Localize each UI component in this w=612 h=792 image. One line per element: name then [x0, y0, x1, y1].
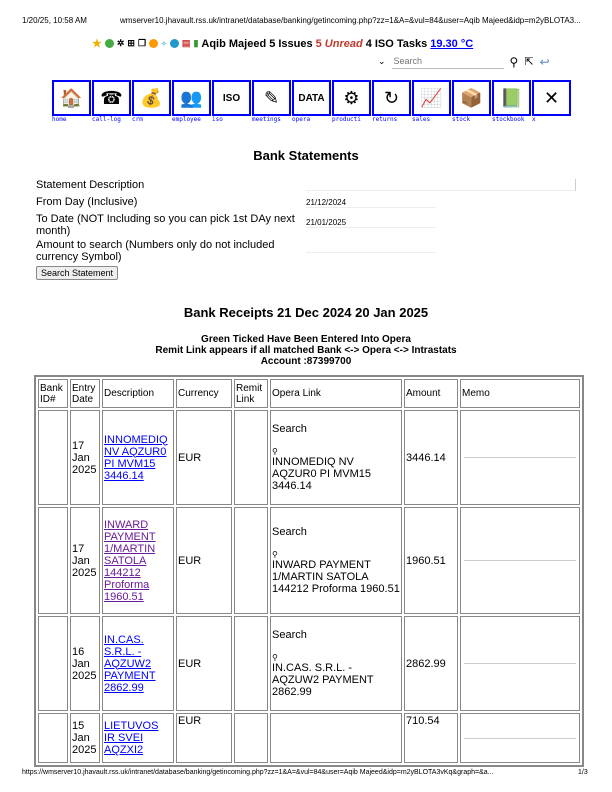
notes	[0, 334, 612, 367]
stockbook-icon[interactable]: 📗	[492, 80, 531, 116]
opera-link-text[interactable]: IN.CAS. S.R.L. - AQZUW2 PAYMENT 2862.99	[272, 662, 374, 698]
opera-search-label: Search	[272, 423, 307, 435]
external-link-icon[interactable]: ⇱	[524, 56, 534, 68]
memo-cell	[460, 410, 580, 505]
col-remit-link: Remit Link	[234, 379, 268, 408]
remit-link	[234, 410, 268, 505]
description-link[interactable]: INWARD PAYMENT 1/MARTIN SATOLA 144212 Proforma 1960.51	[104, 518, 156, 603]
sales-icon[interactable]: 📈	[412, 80, 451, 116]
memo-cell	[460, 507, 580, 614]
nav-label[interactable]: call-log	[92, 116, 121, 123]
nav-label[interactable]: meetings	[252, 116, 281, 123]
amount: 1960.51	[404, 507, 458, 614]
user-name: Aqib Majeed	[201, 37, 267, 50]
to-label: To Date (NOT Including so you can pick 1st DAy next month)	[36, 213, 295, 237]
opera-search-label: Search	[272, 629, 307, 641]
print-datetime: 1/20/25, 10:58 AM	[22, 16, 87, 25]
bank-id	[38, 713, 68, 763]
top-bar	[92, 37, 473, 50]
page-title: Bank Statements	[253, 148, 359, 163]
nav-x[interactable]	[532, 80, 572, 123]
nav-label[interactable]: returns	[372, 116, 398, 123]
memo-cell	[460, 616, 580, 711]
bag-icon[interactable]: ▮	[193, 38, 199, 48]
col-entry-date: Entry Date	[70, 379, 100, 408]
opera-link-cell	[270, 616, 402, 711]
remit-link	[234, 616, 268, 711]
crm-icon[interactable]: 💰	[132, 80, 171, 116]
col-opera-link: Opera Link	[270, 379, 402, 408]
nav-producti[interactable]	[332, 80, 372, 123]
note-remit-link: Remit Link appears if all matched Bank <-> Opera <-> Intrastats	[155, 345, 457, 356]
meetings-icon[interactable]: ✎	[252, 80, 291, 116]
description-link[interactable]: LIETUVOS IR SVEI AQZXI2	[104, 720, 159, 756]
nav-meetings[interactable]	[252, 80, 292, 123]
star-icon[interactable]: ★	[92, 38, 102, 50]
currency: EUR	[176, 410, 232, 505]
nav-call-log[interactable]	[92, 80, 132, 123]
receipts-title: Bank Receipts 21 Dec 2024 20 Jan 2025	[183, 305, 429, 320]
remit-link	[234, 507, 268, 614]
nav-icon-bar	[52, 80, 572, 123]
grid-icon[interactable]: ⊞	[127, 38, 135, 48]
nav-sales[interactable]	[412, 80, 452, 123]
call-log-icon[interactable]: ☎	[92, 80, 131, 116]
opera-link-cell	[270, 713, 402, 763]
home-icon[interactable]: 🏠	[52, 80, 91, 116]
desc-label: Statement Description	[36, 179, 145, 191]
currency: EUR	[176, 507, 232, 614]
nav-label[interactable]: opera	[292, 116, 311, 123]
nav-label[interactable]: employee	[172, 116, 201, 123]
chevron-down-icon[interactable]: ⌄	[378, 56, 386, 66]
currency: EUR	[176, 713, 232, 763]
search-icon[interactable]: ⚲	[509, 54, 519, 69]
sparkle-icon[interactable]: ✧	[161, 40, 167, 48]
opera-link-cell	[270, 410, 402, 505]
nav-stock[interactable]	[452, 80, 492, 123]
window-icon[interactable]: ❐	[137, 38, 147, 48]
search-input[interactable]	[392, 54, 504, 69]
amount: 710.54	[404, 713, 458, 763]
nav-label[interactable]: iso	[212, 116, 223, 123]
table-row	[38, 507, 580, 614]
nav-label[interactable]: x	[532, 116, 536, 123]
opera-search-label: Search	[272, 526, 307, 538]
opera-icon[interactable]: DATA	[292, 80, 331, 116]
nav-label[interactable]: sales	[412, 116, 431, 123]
print-url: wmserver10.jhavault.rss.uk/intranet/database/banking/getincoming.php?zz=1&A=&vul=84&user=Aqib Majeed&idp=m2yBLOTA3...	[120, 16, 581, 25]
memo-input[interactable]	[464, 560, 576, 561]
issues-count[interactable]: 5 Issues	[269, 37, 313, 50]
nav-iso[interactable]	[212, 80, 252, 123]
description-link[interactable]: IN.CAS. S.R.L. - AQZUW2 PAYMENT 2862.99	[104, 633, 156, 694]
unread-count[interactable]: 5 Unread	[315, 37, 363, 50]
page-number: 1/3	[578, 769, 588, 776]
nav-stockbook[interactable]	[492, 80, 532, 123]
nav-opera[interactable]	[292, 80, 332, 123]
stock-icon[interactable]: 📦	[452, 80, 491, 116]
note-account: Account :87399700	[260, 356, 352, 367]
iso-tasks[interactable]: 4 ISO Tasks	[365, 37, 428, 50]
entry-date: 17 Jan 2025	[70, 507, 100, 614]
x-icon[interactable]: ✕	[532, 80, 571, 116]
col-amount: Amount	[404, 379, 458, 408]
table-row	[38, 713, 580, 763]
currency: EUR	[176, 616, 232, 711]
nav-label[interactable]: producti	[332, 116, 361, 123]
nav-label[interactable]: stock	[452, 116, 471, 123]
description-link[interactable]: INNOMEDIQ NV AQZUR0 PI MVM15 3446.14	[104, 433, 168, 482]
remit-link	[234, 713, 268, 763]
col-bank-id: Bank ID#	[38, 379, 68, 408]
nav-employee[interactable]	[172, 80, 212, 123]
col-currency: Currency	[176, 379, 232, 408]
note-green-ticked: Green Ticked Have Been Entered Into Opera	[201, 334, 411, 345]
col-description: Description	[102, 379, 174, 408]
entry-date: 16 Jan 2025	[70, 616, 100, 711]
nav-home[interactable]	[52, 80, 92, 123]
search-form	[36, 179, 347, 280]
search-icon[interactable]: ⚲	[272, 447, 278, 456]
gear-icon[interactable]: ✲	[116, 38, 125, 48]
bank-id	[38, 507, 68, 614]
amount-label: Amount to search (Numbers only do not included currency Symbol)	[36, 239, 275, 263]
wave-icon[interactable]	[170, 39, 179, 48]
amount-input[interactable]	[306, 239, 436, 253]
table-row	[38, 410, 580, 505]
employee-icon[interactable]: 👥	[172, 80, 211, 116]
iso-icon[interactable]: ISO	[212, 80, 251, 116]
search-statement-button[interactable]: Search Statement	[36, 266, 118, 280]
bank-id	[38, 410, 68, 505]
memo-input[interactable]	[464, 457, 576, 458]
back-arrow-icon[interactable]: ↩	[539, 54, 550, 69]
memo-input[interactable]	[464, 738, 576, 739]
opera-link-text[interactable]: INNOMEDIQ NV AQZUR0 PI MVM15 3446.14	[272, 456, 372, 492]
memo-input[interactable]	[464, 663, 576, 664]
nav-label[interactable]: home	[52, 116, 67, 123]
from-label: From Day (Inclusive)	[36, 196, 138, 208]
opera-link-cell	[270, 507, 402, 614]
entry-date: 17 Jan 2025	[70, 410, 100, 505]
producti-icon[interactable]: ⚙	[332, 80, 371, 116]
nav-label[interactable]: stockbook	[492, 116, 525, 123]
bank-id	[38, 616, 68, 711]
table-row	[38, 616, 580, 711]
amount: 2862.99	[404, 616, 458, 711]
from-input[interactable]: 21/12/2024	[306, 196, 436, 208]
table-header-row	[38, 379, 580, 408]
opera-link-text[interactable]: INWARD PAYMENT 1/MARTIN SATOLA 144212 Proforma 1960.51	[272, 559, 400, 595]
search-icon[interactable]: ⚲	[272, 653, 278, 662]
nav-returns[interactable]	[372, 80, 412, 123]
receipts-table	[34, 375, 584, 767]
search-icon[interactable]: ⚲	[272, 550, 278, 559]
chart-icon[interactable]: ▤	[181, 38, 191, 48]
to-input[interactable]: 21/01/2025	[306, 213, 436, 228]
print-footer-url: https://wmserver10.jhavault.rss.uk/intranet/database/banking/getincoming.php?zz=1&A=&vul=84&user=Aqib Majeed&idp=m2yBLOTA3vKq&graph=&a...	[22, 769, 494, 776]
amount: 3446.14	[404, 410, 458, 505]
entry-date: 15 Jan 2025	[70, 713, 100, 763]
nav-crm[interactable]	[132, 80, 172, 123]
memo-cell	[460, 713, 580, 763]
app-icon[interactable]	[105, 39, 114, 48]
temperature-link[interactable]: 19.30 °C	[430, 37, 474, 50]
col-memo: Memo	[460, 379, 580, 408]
help-icon[interactable]	[149, 39, 158, 48]
nav-label[interactable]: crm	[132, 116, 143, 123]
desc-input[interactable]	[306, 179, 576, 191]
returns-icon[interactable]: ↻	[372, 80, 411, 116]
